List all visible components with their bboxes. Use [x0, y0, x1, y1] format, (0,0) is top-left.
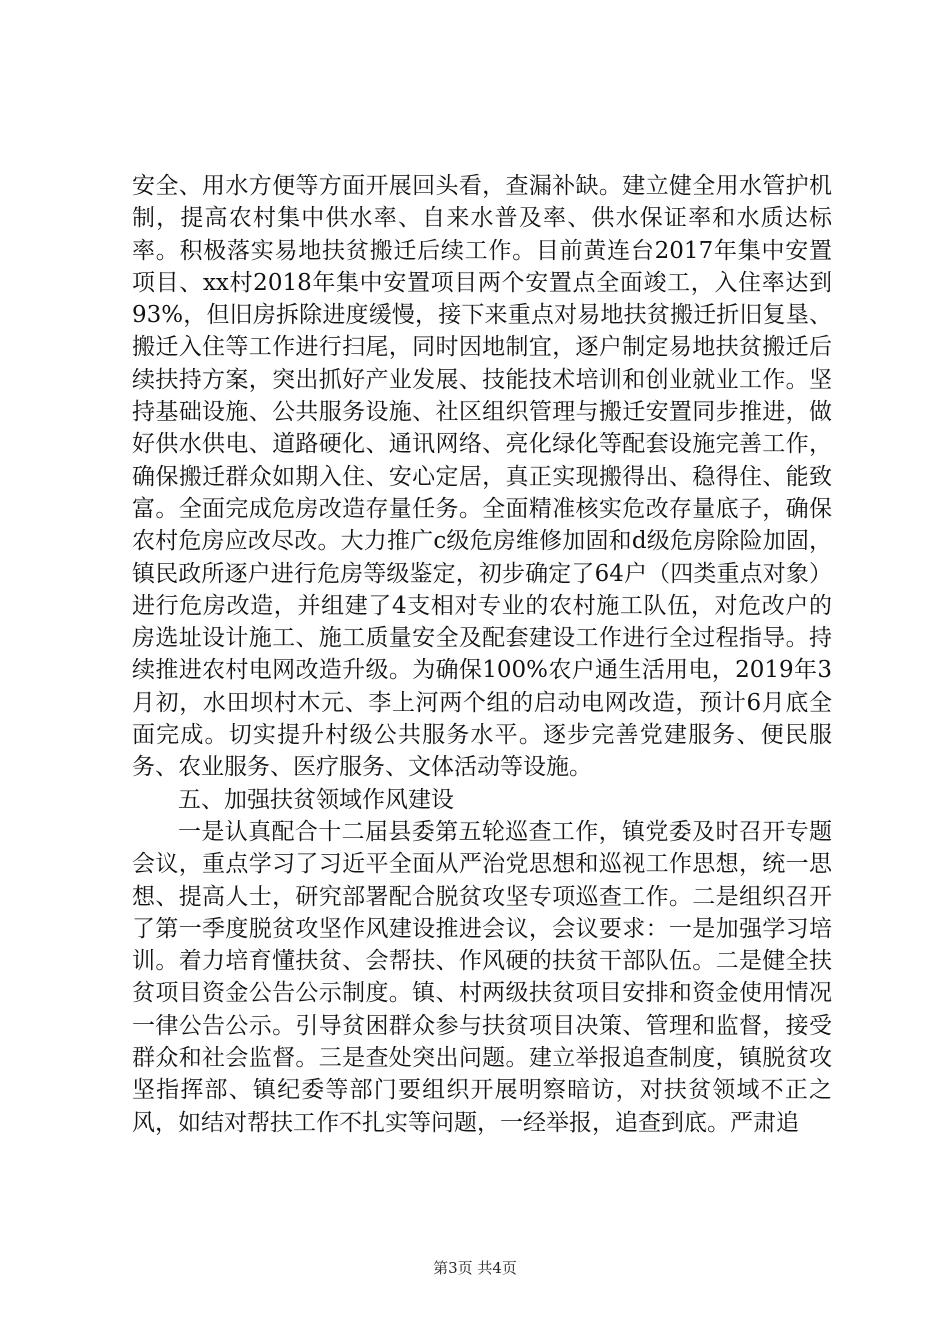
paragraph-continued: 安全、用水方便等方面开展回头看，查漏补缺。建立健全用水管护机制，提高农村集中供水率、自来水普及率、供水保证率和水质达标率。积极落实易地扶贫搬迁后续工作。目前黄连台2017年集中安置项目、xx村2018年集中安置项目两个安置点全面竣工，入住率达到93%，但旧房拆除进度缓慢，接下来重点对易地扶贫搬迁折旧复垦、搬迁入住等工作进行扫尾，同时因地制宜，逐户制定易地扶贫搬迁后续扶持方案，突出抓好产业发展、技能技术培训和创业就业工作。坚持基础设施、公共服务设施、社区组织管理与搬迁安置同步推进，做好供水供电、道路硬化、通讯网络、亮化绿化等配套设施完善工作，确保搬迁群众如期入住、安心定居，真正实现搬得出、稳得住、能致富。全面完成危房改造存量任务。全面精准核实危改存量底子，确保农村危房应改尽改。大力推广c级危房维修加固和d级危房除险加固，镇民政所逐户进行危房等级鉴定，初步确定了64户（四类重点对象）进行危房改造，并组建了4支相对专业的农村施工队伍，对危改户的房选址设计施工、施工质量安全及配套建设工作进行全过程指导。持续推进农村电网改造升级。为确保100%农户通生活用电，2019年3月初，水田坝村木元、李上河两个组的启动电网改造，预计6月底全面完成。切实提升村级公共服务水平。逐步完善党建服务、便民服务、农业服务、医疗服务、文体活动等设施。 [132, 173, 832, 781]
paragraph: 一是认真配合十二届县委第五轮巡查工作，镇党委及时召开专题会议，重点学习了习近平全面从严治党思想和巡视工作思想，统一思想、提高人士，研究部署配合脱贫攻坚专项巡查工作。二是组织召开了第一季度脱贫攻坚作风建设推进会议，会议要求：一是加强学习培训。着力培育懂扶贫、会帮扶、作风硬的扶贫干部队伍。二是健全扶贫项目资金公告公示制度。镇、村两级扶贫项目安排和资金使用情况一律公告公示。引导贫困群众参与扶贫项目决策、管理和监督，接受群众和社会监督。三是查处突出问题。建立举报追查制度，镇脱贫攻坚指挥部、镇纪委等部门要组织开展明察暗访，对扶贫领域不正之风，如结对帮扶工作不扎实等问题，一经举报，追查到底。严肃追 [132, 818, 832, 1136]
section-heading: 五、加强扶贫领域作风建设 [178, 786, 454, 813]
page-footer: 第3页 共4页 [433, 1259, 517, 1277]
document-body [132, 170, 832, 1139]
